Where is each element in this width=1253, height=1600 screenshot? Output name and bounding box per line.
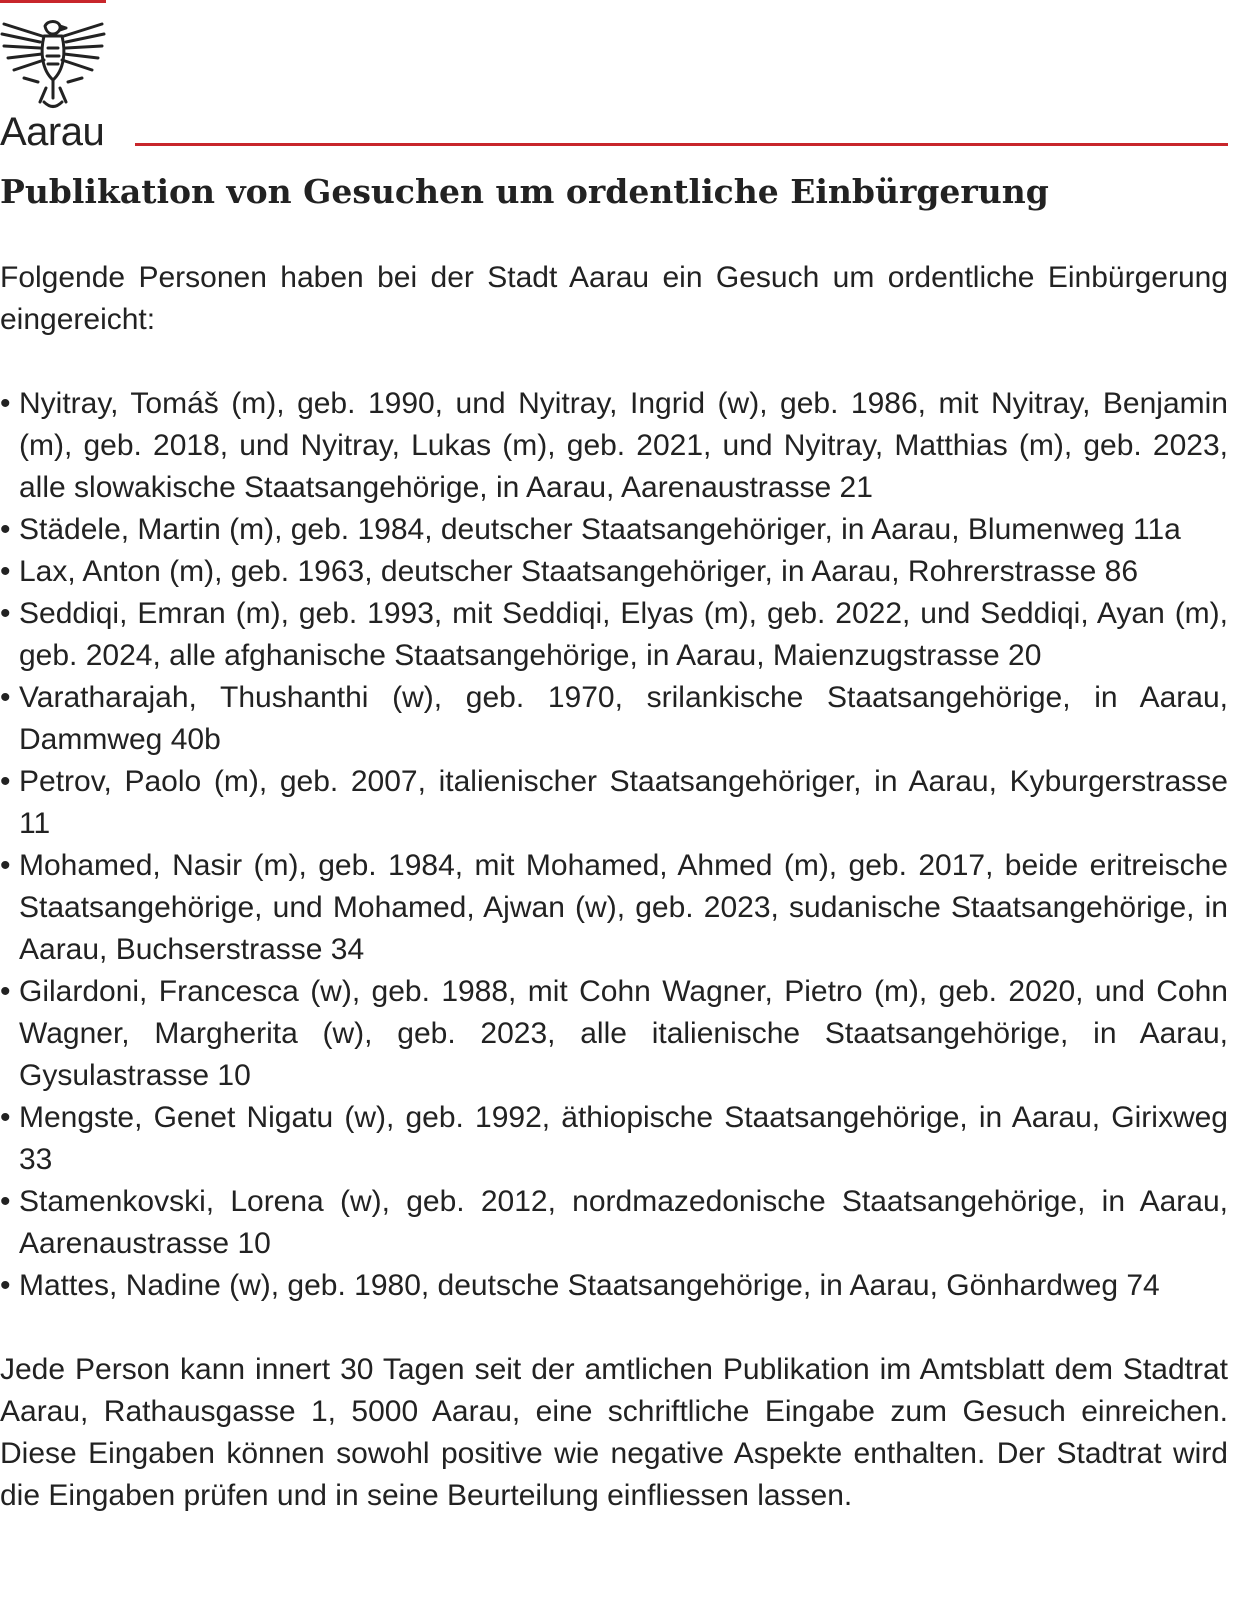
closing-paragraph: Jede Person kann innert 30 Tagen seit der amtlichen Publikation im Amtsblatt dem Stadtrat Aarau, Rathausgasse 1, 5000 Aarau, eine schriftliche Eingabe zum Gesuch einreichen. Diese Eingaben können sowohl positive wie negative Aspekte enthalten. Der Stadtrat wird die Eingaben prüfen und in seine Beurteilung einfliessen lassen. xyxy=(0,1353,1228,1512)
bullet-icon: • xyxy=(0,387,11,420)
list-item-text: Städele, Martin (m), geb. 1984, deutscher Staatsangehöriger, in Aarau, Blumenweg 11a xyxy=(19,513,1181,546)
bullet-icon: • xyxy=(0,1269,11,1302)
list-item-text: Mengste, Genet Nigatu (w), geb. 1992, äthiopische Staatsangehörige, in Aarau, Girixweg 33 xyxy=(19,1101,1228,1176)
list-item-text: Mattes, Nadine (w), geb. 1980, deutsche Staatsangehörige, in Aarau, Gönhardweg 74 xyxy=(19,1269,1160,1302)
list-item-text: Nyitray, Tomáš (m), geb. 1990, und Nyitray, Ingrid (w), geb. 1986, mit Nyitray, Benjamin (m), geb. 2018, und Nyitray, Lukas (m), geb. 2021, und Nyitray, Matthias (m), geb. 2023, alle slowakische Staatsangehörige, in Aarau, Aarenaustrasse 21 xyxy=(19,387,1228,504)
list-item-text: Mohamed, Nasir (m), geb. 1984, mit Mohamed, Ahmed (m), geb. 2017, beide eritreische Staatsangehörige, und Mohamed, Ajwan (w), geb. 2023, sudanische Staatsangehörige, in Aarau, Buchserstrasse 34 xyxy=(19,849,1228,966)
intro-paragraph: Folgende Personen haben bei der Stadt Aarau ein Gesuch um ordentliche Einbürgerung eingereicht: xyxy=(0,261,1228,336)
list-item xyxy=(0,1097,1228,1181)
applicant-list xyxy=(0,383,1228,1307)
top-accent-bar xyxy=(0,0,106,3)
list-item xyxy=(0,845,1228,971)
bullet-icon: • xyxy=(0,681,11,714)
eagle-icon xyxy=(0,18,106,110)
list-item xyxy=(0,1181,1228,1265)
bullet-icon: • xyxy=(0,1101,11,1134)
list-item-text: Petrov, Paolo (m), geb. 2007, italienischer Staatsangehöriger, in Aarau, Kyburgerstrasse 11 xyxy=(19,765,1228,840)
list-item xyxy=(0,971,1228,1097)
logo-wordmark: Aarau xyxy=(0,110,105,154)
list-item xyxy=(0,761,1228,845)
bullet-icon: • xyxy=(0,1185,11,1218)
bullet-icon: • xyxy=(0,555,11,588)
bullet-icon: • xyxy=(0,597,11,630)
list-item-text: Seddiqi, Emran (m), geb. 1993, mit Seddiqi, Elyas (m), geb. 2022, und Seddiqi, Ayan (m), geb. 2024, alle afghanische Staatsangehörige, in Aarau, Maienzugstrasse 20 xyxy=(19,597,1228,672)
list-item-text: Lax, Anton (m), geb. 1963, deutscher Staatsangehöriger, in Aarau, Rohrerstrasse 86 xyxy=(19,555,1139,588)
list-item-text: Stamenkovski, Lorena (w), geb. 2012, nordmazedonische Staatsangehörige, in Aarau, Aarenaustrasse 10 xyxy=(19,1185,1228,1260)
page-title: Publikation von Gesuchen um ordentliche Einbürgerung xyxy=(0,172,1049,211)
bullet-icon: • xyxy=(0,513,11,546)
list-item xyxy=(0,677,1228,761)
bullet-icon: • xyxy=(0,849,11,882)
list-item xyxy=(0,551,1228,593)
list-item xyxy=(0,1265,1228,1307)
list-item xyxy=(0,593,1228,677)
bullet-icon: • xyxy=(0,975,11,1008)
document-body xyxy=(0,257,1228,1517)
list-item xyxy=(0,509,1228,551)
list-item xyxy=(0,383,1228,509)
list-item-text: Gilardoni, Francesca (w), geb. 1988, mit Cohn Wagner, Pietro (m), geb. 2020, und Cohn Wagner, Margherita (w), geb. 2023, alle italienische Staatsangehörige, in Aarau, Gysulastrasse 10 xyxy=(19,975,1228,1092)
bullet-icon: • xyxy=(0,765,11,798)
header-divider xyxy=(135,143,1228,146)
list-item-text: Varatharajah, Thushanthi (w), geb. 1970, srilankische Staatsangehörige, in Aarau, Dammweg 40b xyxy=(19,681,1228,756)
